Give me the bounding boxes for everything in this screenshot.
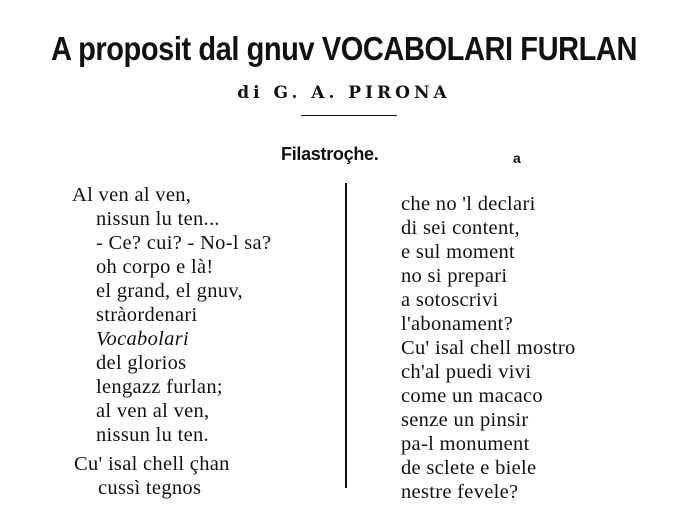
poem-line: lengazz furlan; <box>96 376 223 398</box>
poem-line: senze un pinsir <box>401 409 529 431</box>
poem-line: Cu' isal chell çhan <box>74 453 230 475</box>
poem-line: ch'al puedi vivi <box>401 361 532 383</box>
poem-line: de sclete e biele <box>401 457 537 479</box>
title-underline <box>301 115 397 116</box>
poem-line: stràordenari <box>96 304 198 326</box>
author-byline: di G. A. PIRONA <box>237 83 451 103</box>
poem-line: nissun lu ten. <box>96 424 209 446</box>
poem-line: al ven al ven, <box>96 400 210 422</box>
poem-line: el grand, el gnuv, <box>96 280 243 302</box>
poem-line: del glorios <box>96 352 187 374</box>
poem-line: cussì tegnos <box>98 477 202 499</box>
poem-line: pa-l monument <box>401 433 530 455</box>
poem-line: di sei content, <box>401 217 520 239</box>
poem-line: oh corpo e là! <box>96 256 214 278</box>
poem-line: nissun lu ten... <box>96 208 220 230</box>
poem-line-italic: Vocabolari <box>96 328 189 350</box>
stray-mark: a <box>513 150 521 166</box>
poem-line: e sul moment <box>401 241 516 263</box>
poem-line: no si prepari <box>401 265 508 287</box>
poem-line: - Ce? cui? - No-l sa? <box>96 232 272 254</box>
poem-line: che no 'l declari <box>401 193 536 215</box>
page-title: A proposit dal gnuv VOCABOLARI FURLAN <box>50 30 637 67</box>
poem-line: Al ven al ven, <box>72 184 192 206</box>
poem-line: l'abonament? <box>401 313 514 335</box>
section-title: Filastroçhe. <box>281 144 379 164</box>
poem-line: Cu' isal chell mostro <box>401 337 576 359</box>
poem-line: nestre fevele? <box>401 481 519 503</box>
column-divider <box>345 183 347 488</box>
poem-line: a sotoscrivi <box>401 289 499 311</box>
poem-line: come un macaco <box>401 385 543 407</box>
